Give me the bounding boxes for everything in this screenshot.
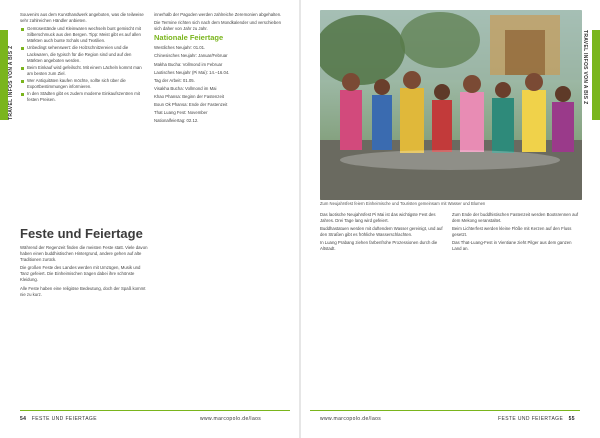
holiday-entry: Westliches Neujahr: 01.01. (154, 45, 206, 51)
side-tab-left (0, 30, 8, 120)
right-col1 (320, 212, 445, 410)
footer-section: FESTE UND FEIERTAGE (498, 416, 564, 422)
footer-rule-left (20, 410, 290, 411)
footer-section: FESTE UND FEIERTAGE (31, 416, 97, 422)
paragraph: Während der Regenzeit finden die meisten Feste statt. Viele davon haben einen buddhistischen Hintergrund, andere gehen auf alte Traditionen zurück. (20, 245, 148, 263)
bullet-item: Unbedingt sehenswert: die Holzschnitzereien und die Lackwaren, die typisch für die Region sind und auf den Märkten angeboten werden. (20, 45, 148, 63)
paragraph: Beim Lichterfest werden kleine Flöße mit Kerzen auf den Fluss gesetzt. (452, 226, 572, 238)
paragraph: Alle Feste haben eine religiöse Bedeutung, doch der Spaß kommt nie zu kurz. (20, 285, 146, 297)
holiday-entry: Nationalfeiertag: 02.12. (154, 118, 199, 124)
bullet-item: Gemüsestände und Kleinwaren wechseln bunt gemischt mit Silberschmuck aus den Bergen. Tipp: Meist gibt es auf allen Märkten auch bunte Schals und Textilien. (20, 26, 148, 44)
paragraph: Die großen Feste des Landes werden mit Umzügen, Musik und Tanz gefeiert. Die Einheimischen tragen dabei ihre schönste Kleidung. (20, 265, 141, 283)
left-col2 (154, 12, 289, 410)
holiday-entry: Tag der Arbeit: 01.05. (154, 77, 195, 83)
festival-photo (320, 10, 582, 200)
subsection-title: Nationale Feiertage (154, 33, 224, 43)
holiday-entry: Boun Ok Phansa: Ende der Fastenzeit (154, 102, 228, 108)
footer-right (498, 416, 575, 422)
holiday-entry: Visakha Bucha: Vollmond im Mai (154, 85, 217, 91)
paragraph: Die Termine richten sich nach dem Mondkalender und verschieben sich daher von Jahr zu Jahr. (154, 20, 281, 32)
paragraph: Zum Ende der buddhistischen Fastenzeit werden Bootsrennen auf dem Mekong veranstaltet. (452, 212, 579, 224)
bullet-list (20, 26, 148, 103)
holiday-entry: Laotisches Neujahr (Pi Mai): 14.–16.04. (154, 69, 230, 75)
bullet-item: Beim Einkauf wird gefeilscht. Mit einem Lächeln kommt man am besten zum Ziel. (20, 65, 148, 77)
photo-caption: Zum Neujahrsfest feiern Einheimische und Touristen gemeinsam mit Wasser und Blumen (320, 201, 486, 206)
footer-rule-right (310, 410, 580, 411)
festival-photo-illustration (320, 10, 582, 200)
footer-left (20, 416, 97, 422)
page-number: 55 (568, 416, 575, 422)
paragraph: Das laotische Neujahrsfest Pi Mai ist das wichtigste Fest des Jahres. Drei Tage lang wird gefeiert. (320, 212, 436, 224)
page-number: 54 (20, 416, 27, 422)
left-col1-top (20, 12, 148, 212)
left-col1-bottom (20, 245, 148, 410)
holiday-entry: Chinesisches Neujahr: Januar/Februar (154, 53, 228, 59)
holiday-entry: Makha Bucha: Vollmond im Februar (154, 61, 223, 67)
paragraph: Das That-Luang-Fest in Vientiane zieht Pilger aus dem ganzen Land an. (452, 240, 572, 252)
section-title: Feste und Feiertage (20, 226, 143, 241)
footer-url-right: www.marcopolo.de/laos (320, 416, 382, 422)
paragraph: Buddhastatuen werden mit duftendem Wasser gereinigt, und auf den Straßen gibt es fröhliche Wasserschlachten. (320, 226, 443, 238)
holiday-entry: That Luang Fest: November (154, 110, 208, 116)
paragraph: innerhalb der Pagoden werden zahlreiche Zeremonien abgehalten. (154, 12, 282, 17)
right-col2 (452, 212, 580, 410)
bullet-item: Wer Antiquitäten kaufen möchte, sollte sich über die Exportbestimmungen informieren. (20, 78, 148, 90)
bullet-item: In den Städten gibt es zudem moderne Einkaufszentren mit festen Preisen. (20, 91, 148, 103)
page-gutter (299, 0, 301, 438)
paragraph: In Luang Prabang ziehen farbenfrohe Prozessionen durch die Altstadt. (320, 240, 438, 252)
side-label-right: TRAVEL INFOS VON A BIS Z (582, 30, 588, 105)
intro-paragraph: Souvenirs aus dem Kunsthandwerk angeboten, was die teilweise sehr zahlreichen Händler anbieten. (20, 12, 144, 24)
side-tab-right (592, 30, 600, 120)
footer-url-left: www.marcopolo.de/laos (200, 416, 262, 422)
side-label-left: TRAVEL INFOS VON A BIS Z (8, 45, 14, 120)
holiday-entry: Khao Phansa: Beginn der Fastenzeit (154, 93, 224, 99)
